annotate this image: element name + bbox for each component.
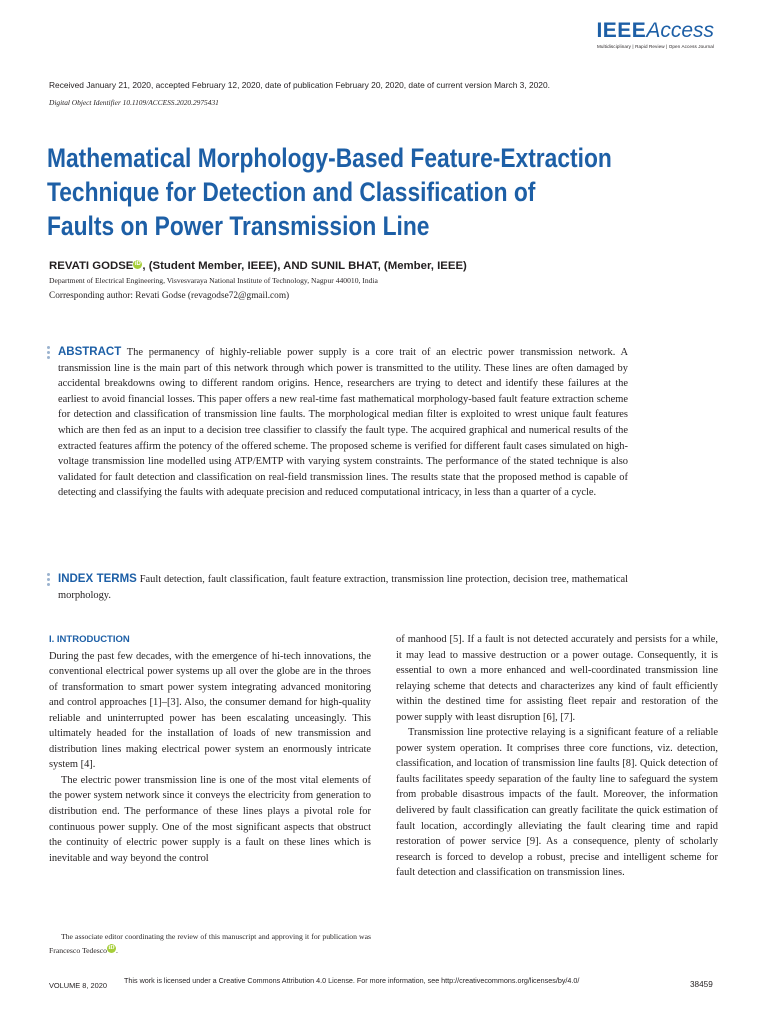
body-column-left: [49, 632, 371, 866]
page-number: 38459: [690, 980, 713, 989]
abstract: [58, 345, 628, 501]
received-dates: Received January 21, 2020, accepted February 12, 2020, date of publication February 20, 2020, date of current version March 3, 2020.: [49, 80, 550, 90]
volume-label: VOLUME 8, 2020: [49, 981, 107, 990]
body-column-right: [396, 632, 718, 881]
index-terms-label: INDEX TERMS: [58, 573, 137, 585]
orcid-icon[interactable]: iD: [134, 261, 141, 267]
paragraph: Transmission line protective relaying is a significant feature of a reliable power system operation. It comprises three core functions, viz. detection, classification, and location of transmission line faults [8]. Quick detection of faults facilitates speedy separation of the faulty line to safeguard the system from probable disastrous impacts of the fault. Moreover, the information delivered by fault classification can greatly facilitate the quick estimation of fault location, accordingly alleviating the fault clearing time and rapid restoration of power service [9]. As a consequence, plenty of scholarly research is forced to develop a robust, precise and intelligent scheme for fault detection and classification on transmission lines.: [396, 727, 718, 879]
orcid-icon[interactable]: iD: [108, 945, 115, 951]
footnote: The associate editor coordinating the review of this manuscript and approving it for publication was Francesco Tedesco iD .: [49, 932, 371, 955]
index-terms-text: Fault detection, fault classification, fault feature extraction, transmission line protection, decision tree, mathematical morphology.: [58, 574, 629, 601]
title-line: Faults on Power Transmission Line: [47, 211, 430, 241]
logo-tagline: Multidisciplinary | Rapid Review | Open Access Journal: [596, 44, 714, 49]
abstract-label: ABSTRACT: [58, 346, 122, 358]
paragraph: During the past few decades, with the emergence of hi-tech innovations, the conventional electrical power systems up all over the globe are in the throes of transformation to smart power system integrating advanced monitoring and control approaches [1]–[3]. Also, the consumer demand for high-quality reliable and uninterrupted power has been escalating unceasingly. This ultimately headed for the installation of loads of new transmission and distribution lines making electrical power system an enormously intricate system [4].: [49, 650, 371, 771]
footnote-text: The associate editor coordinating the review of this manuscript and approving it for publication was Francesco Tedesco: [49, 932, 371, 955]
author-roles: , (Student Member, IEEE), AND SUNIL BHAT, (Member, IEEE): [142, 260, 467, 272]
paper-title: [47, 141, 615, 243]
license-note: This work is licensed under a Creative Commons Attribution 4.0 License. For more information, see http://creativecommons.org/licenses/by/4.0/: [124, 976, 580, 985]
abstract-text: The permanency of highly-reliable power supply is a core trait of an electric power transmission network. A transmission line is the main part of this network through which power is transmitted to the utility. These lines are often damaged by accidental breakdowns owing to different random origins. Hence, researchers are trying to detect and identify these failures at the earliest to avoid financial losses. This paper offers a new real-time fast mathematical morphology-based fault feature extraction scheme for detection and classification of transmission line faults. The morphological median filter is exploited to wrest unique fault features which are then fed as an input to a decision tree classifier to classify the fault type. The acquired graphical and numerical results of the extracted features affirm the potency of the offered scheme. The proposed scheme is verified for different fault cases simulated on high-voltage transmission line modelled using ATP/EMTP with varying system constraints. The performance of the stated technique is also validated for fault detection and classification on real-field transmission lines. The results state that the proposed method is capable of detecting and classifying the faults with adequate precision and reduced computational intricacy, in less than a quarter of a cycle.: [58, 347, 628, 499]
doi: Digital Object Identifier 10.1109/ACCESS.2020.2975431: [49, 98, 219, 107]
author-name: REVATI GODSE: [49, 260, 134, 272]
author-list: [49, 260, 467, 272]
affiliation: Department of Electrical Engineering, Visvesvaraya National Institute of Technology, Nagpur 440010, India: [49, 276, 378, 285]
section-heading: I. INTRODUCTION: [49, 634, 130, 645]
index-terms: [58, 572, 628, 603]
section-dots-icon: [47, 573, 50, 588]
title-line: Mathematical Morphology-Based Feature-Extraction: [47, 143, 612, 173]
section-dots-icon: [47, 346, 50, 361]
corresponding-author: Corresponding author: Revati Godse (revagodse72@gmail.com): [49, 291, 290, 301]
journal-logo: [596, 20, 714, 49]
paragraph: The electric power transmission line is one of the most vital elements of the power system network since it conveys the electricity from generation to distribution end. The performance of these lines plays a pivotal role for continuous power supply. One of the most significant aspects that obstruct the continuity of electric power supply is a fault on these lines which is inevitable and way beyond the control: [49, 774, 371, 864]
title-line: Technique for Detection and Classification of: [47, 177, 536, 207]
logo-brand-bold: IEEE: [596, 19, 647, 42]
logo-brand-italic: Access: [646, 19, 714, 42]
paragraph: of manhood [5]. If a fault is not detected accurately and persists for a while, it may lead to massive destruction or a power outage. Consequently, it is essential to own a more enhanced and well-coordinated transmission line relaying scheme that detects and characterizes any kind of fault efficiently within the destined time for assisting fleet repair and restoration of the power supply with least disruption [6], [7].: [396, 634, 718, 723]
